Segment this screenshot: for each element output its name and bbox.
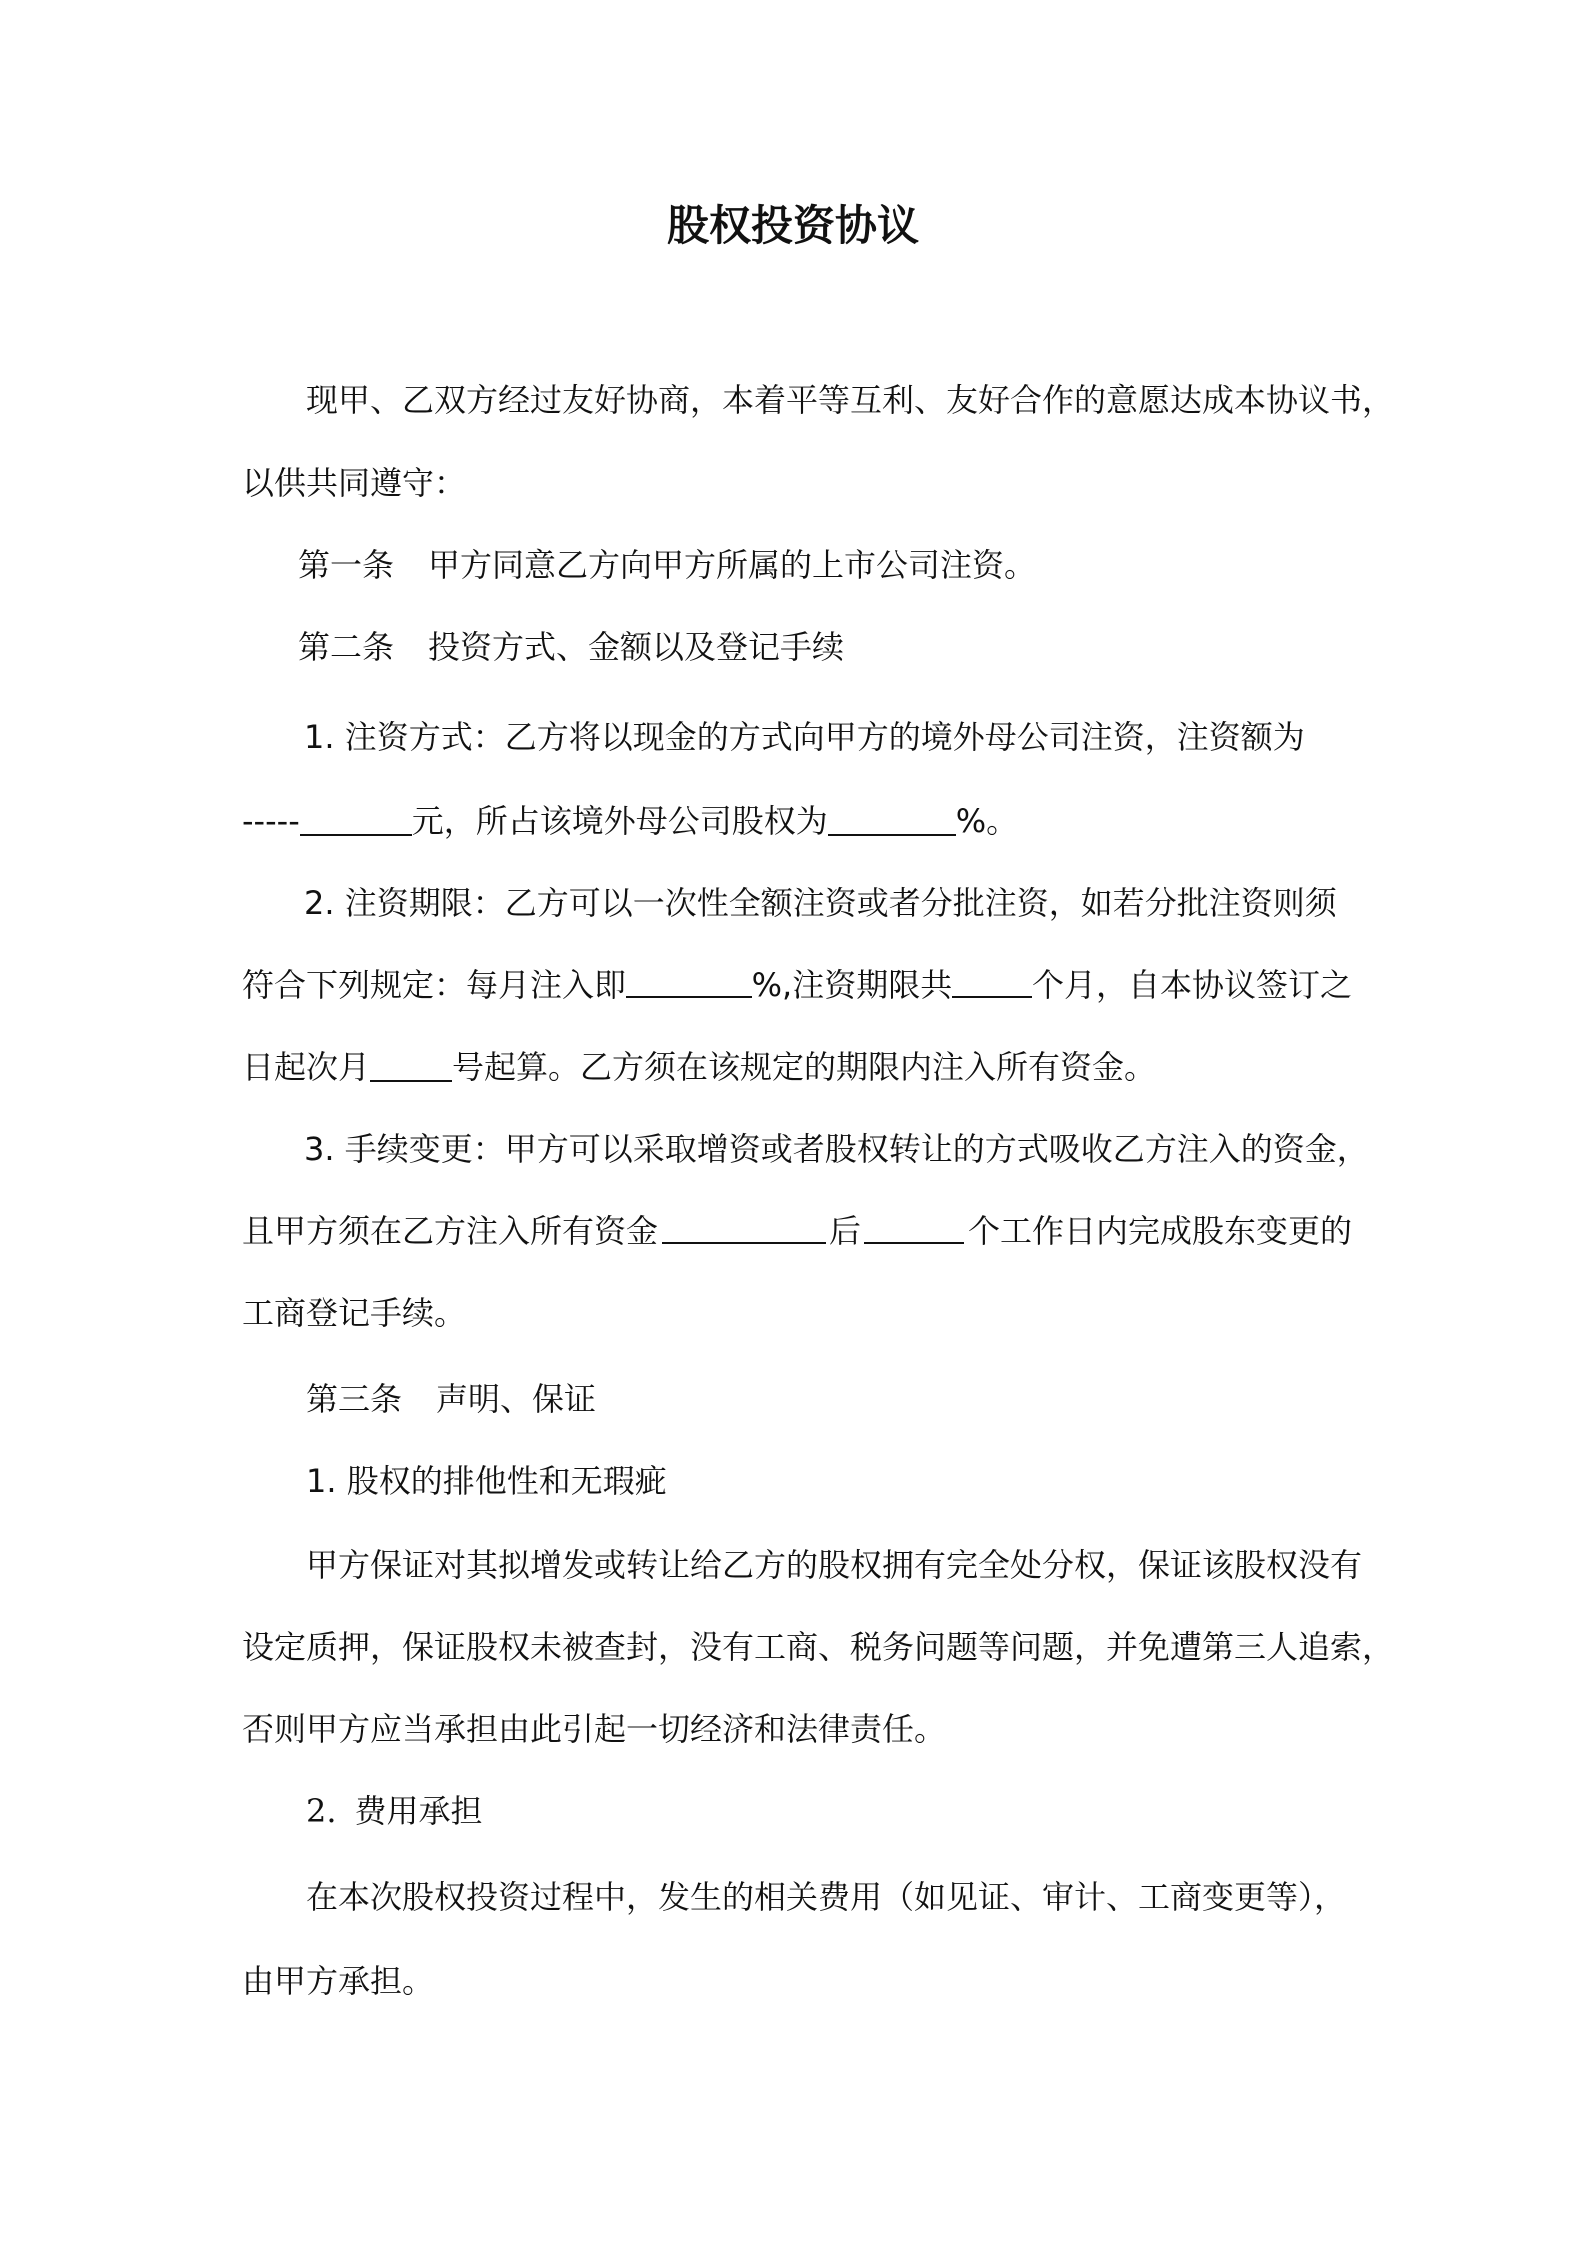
item-3-line-1: 3. 手续变更：甲方可以采取增资或者股权转让的方式吸收乙方注入的资金， [304,1130,1369,1168]
item-2-text-5: 号起算。乙方须在该规定的期限内注入所有资金。 [452,1048,1157,1086]
blank-months [952,960,1032,998]
guarantee-line-3: 否则甲方应当承担由此引起一切经济和法律责任。 [242,1710,947,1748]
item-2-line-2 [242,960,1352,1010]
item-3-text-2: 后 [828,1212,861,1250]
blank-equity-percent [828,798,956,836]
article-2-heading: 第二条 [298,628,395,666]
item-1-line-2 [242,796,1352,846]
blank-start-day [370,1044,452,1082]
article-1-text: 甲方同意乙方向甲方所属的上市公司注资。 [428,546,1037,584]
blank-working-days [864,1206,964,1244]
article-1-heading: 第一条 [298,546,395,584]
item-2-text-2: %,注资期限共 [751,966,953,1004]
cost-line-1: 在本次股权投资过程中，发生的相关费用（如见证、审计、工商变更等）， [306,1878,1347,1916]
item-2-line-3 [242,1042,1352,1092]
article-3-title: 声明、保证 [436,1380,597,1418]
item-2-text-3: 个月，自本协议签订之 [1031,966,1352,1004]
item-1-dashes: ----- [242,802,300,840]
item-1-text-2: %。 [955,802,1019,840]
item-3-line-2 [242,1206,1352,1256]
article-2 [298,622,1408,672]
item-2-line-1: 2. 注资期限：乙方可以一次性全额注资或者分批注资，如若分批注资则须 [304,884,1337,922]
item-3-line-3: 工商登记手续。 [242,1294,467,1332]
item-3-text-3: 个工作日内完成股东变更的 [967,1212,1352,1250]
intro-line-1: 现甲、乙双方经过友好协商，本着平等互利、友好合作的意愿达成本协议书， [306,381,1395,419]
sub-2-number: 2. [306,1792,337,1830]
article-2-title: 投资方式、金额以及登记手续 [428,628,845,666]
guarantee-line-1: 甲方保证对其拟增发或转让给乙方的股权拥有完全处分权，保证该股权没有 [306,1546,1363,1584]
item-1-line-1: 1. 注资方式：乙方将以现金的方式向甲方的境外母公司注资，注资额为 [304,718,1305,756]
article-3 [306,1374,1416,1424]
blank-amount [300,798,412,836]
item-1-text-1: 元，所占该境外母公司股权为 [411,802,828,840]
article-3-sub-1: 1. 股权的排他性和无瑕疵 [306,1462,667,1500]
article-3-heading: 第三条 [306,1380,403,1418]
sub-2-label: 费用承担 [354,1792,483,1830]
item-2-text-1: 符合下列规定：每月注入即 [242,966,627,1004]
blank-monthly-percent [626,960,752,998]
cost-line-2: 由甲方承担。 [242,1962,435,2000]
blank-fund-time [662,1206,826,1244]
guarantee-line-2: 设定质押，保证股权未被查封，没有工商、税务问题等问题，并免遭第三人追索， [242,1628,1395,1666]
article-3-sub-2 [306,1786,1416,1836]
document-title: 股权投资协议 [666,201,919,250]
item-2-text-4: 日起次月 [242,1048,371,1086]
intro-line-2: 以供共同遵守： [242,464,467,502]
item-3-text-1: 且甲方须在乙方注入所有资金 [242,1212,659,1250]
article-1 [298,540,1408,590]
